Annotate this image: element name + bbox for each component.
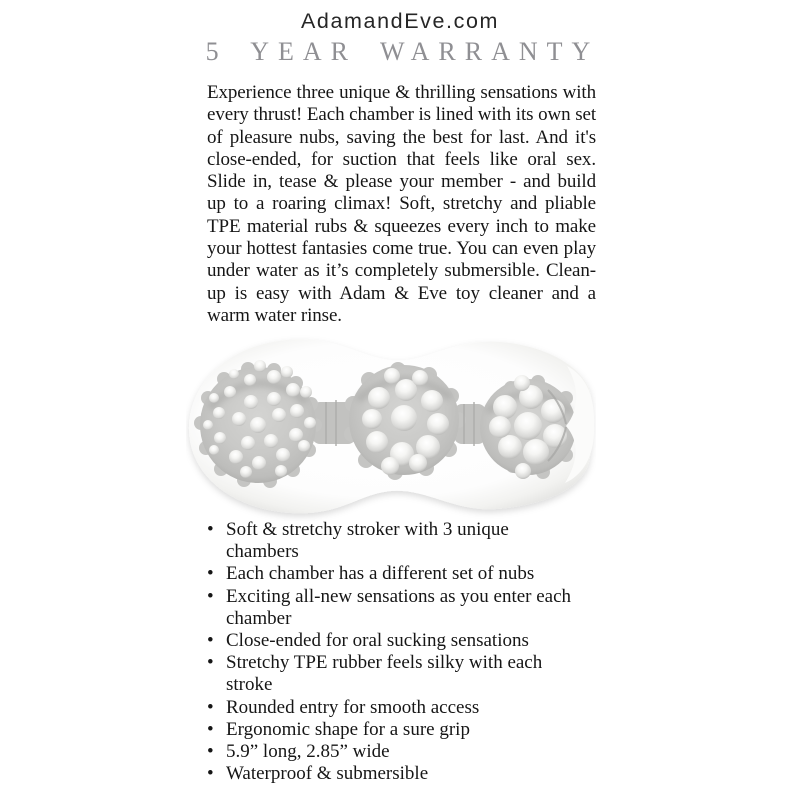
bullet-marker: • [207,763,214,785]
feature-item [207,519,581,563]
feature-item [207,697,581,719]
feature-text: Stretchy TPE rubber feels silky with each stroke [226,652,543,696]
bullet-marker: • [207,718,214,740]
feature-text: 5.9” long, 2.85” wide [226,741,390,763]
feature-text: Each chamber has a different set of nubs [226,563,535,585]
stroker-cutaway-graphic [186,329,596,521]
bullet-marker: • [207,696,214,718]
bullet-marker: • [207,741,214,763]
feature-item [207,586,581,630]
feature-text: Waterproof & submersible [226,763,429,785]
feature-item [207,652,581,696]
warranty-banner: 5 YEAR WARRANTY [205,37,600,66]
product-illustration [186,329,596,521]
feature-item [207,763,581,785]
site-title: AdamandEve.com [300,9,500,33]
feature-text: Ergonomic shape for a sure grip [226,718,470,740]
feature-text: Soft & stretchy stroker with 3 unique chambers [226,519,509,563]
bullet-marker: • [207,585,214,607]
feature-text: Rounded entry for smooth access [226,696,480,718]
bullet-marker: • [207,519,214,540]
feature-item [207,719,581,741]
feature-list [207,519,581,785]
feature-item [207,741,581,763]
product-description: Experience three unique & thrilling sensations with every thrust! Each chamber is lined with its own set of pleasure nubs, saving the best for last. And it's close-ended, for suction that feels like oral sex. Slide in, tease & please your member - and build up to a roaring climax! Soft, stretchy and pliable TPE material rubs & squeezes every inch to make your hottest fantasies come true. You can even play under water as it’s completely submersible. Clean-up is easy with Adam & Eve toy cleaner and a warm water rinse. [207,82,596,326]
feature-text: Exciting all-new sensations as you enter each chamber [226,585,572,629]
bullet-marker: • [207,652,214,674]
feature-item [207,563,581,585]
feature-text: Close-ended for oral sucking sensations [226,630,529,652]
bullet-marker: • [207,630,214,652]
feature-item [207,630,581,652]
bullet-marker: • [207,563,214,585]
